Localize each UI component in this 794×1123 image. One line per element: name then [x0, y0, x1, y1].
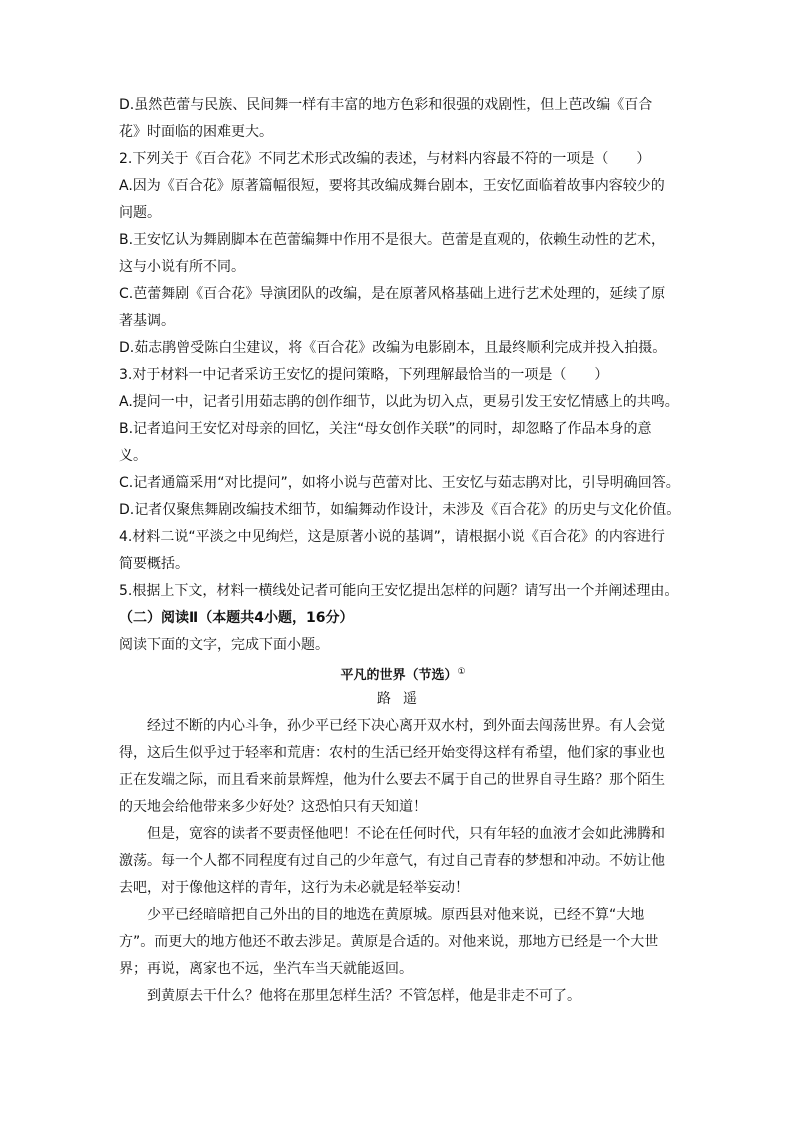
passage-title-text: 平凡的世界（节选）: [340, 668, 458, 683]
text-line: B.王安忆认为舞剧脚本在芭蕾编舞中作用不是很大。芭蕾是直观的，依赖生动性的艺术，: [119, 232, 666, 248]
document-page: [119, 92, 687, 1010]
instruction-text: 阅读下面的文字，完成下面小题。: [119, 637, 329, 653]
text-line: C.记者通篇采用“对比提问”，如将小说与芭蕾对比、王安忆与茹志鹃对比，引导明确回答。: [119, 475, 680, 491]
text-line: 5.根据上下文，材料一横线处记者可能向王安忆提出怎样的问题？请写出一个并阐述理由。: [119, 583, 679, 599]
passage-line: 少平已经暗暗把自己外出的目的地选在黄原城。原西县对他来说，已经不算“大地: [147, 907, 645, 923]
text-line: 著基调。: [119, 313, 175, 329]
passage-line: 经过不断的内心斗争，孙少平已经下决心离开双水村，到外面去闯荡世界。有人会觉: [147, 718, 665, 734]
passage-body: [119, 713, 687, 1010]
passage-line: 方”。而更大的地方他还不敢去涉足。黄原是合适的。对他来说，那地方已经是一个大世: [119, 934, 659, 950]
passage-line: 激荡。每一个人都不同程度有过自己的少年意气，有过自己青春的梦想和冲动。不妨让他: [119, 853, 665, 869]
passage-line: 去吧，对于像他这样的青年，这行为未必就是轻举妄动！: [119, 880, 469, 896]
text-line: B.记者追问王安忆对母亲的回忆，关注“母女创作关联”的同时，却忽略了作品本身的意: [119, 421, 652, 437]
text-line: A.因为《百合花》原著篇幅很短，要将其改编成舞台剧本，王安忆面临着故事内容较少的: [119, 178, 665, 194]
text-line: D.虽然芭蕾与民族、民间舞一样有丰富的地方色彩和很强的戏剧性，但上芭改编《百合: [119, 97, 653, 113]
text-line: A.提问一中，记者引用茹志鹃的创作细节，以此为切入点，更易引发王安忆情感上的共鸣。: [119, 394, 679, 410]
passage-line: 到黄原去干什么？他将在那里怎样生活？不管怎样，他是非走不可了。: [147, 988, 581, 1004]
text-line: 3.对于材料一中记者采访王安忆的提问策略，下列理解最恰当的一项是（ ）: [119, 367, 609, 383]
text-line: 义。: [119, 448, 147, 464]
passage-line: 得，这后生似乎过于轻率和荒唐：农村的生活已经开始变得这样有希望，他们家的事业也: [119, 745, 665, 761]
text-line: C.芭蕾舞剧《百合花》导演团队的改编，是在原著风格基础上进行艺术处理的，延续了原: [119, 286, 666, 302]
question-block: [119, 92, 687, 605]
passage-line: 界；再说，离家也不远，坐汽车当天就能返回。: [119, 961, 413, 977]
text-line: 花》时面临的困难更大。: [119, 124, 273, 140]
text-line: D.记者仅聚焦舞剧改编技术细节，如编舞动作设计，未涉及《百合花》的历史与文化价值。: [119, 502, 681, 518]
passage-line: 但是，宽容的读者不要责怪他吧！不论在任何时代，只有年轻的血液才会如此沸腾和: [147, 826, 665, 842]
text-line: 这与小说有所不同。: [119, 259, 245, 275]
text-line: 问题。: [119, 205, 161, 221]
text-line: 简要概括。: [119, 556, 189, 572]
text-line: 4.材料二说“平淡之中见绚烂，这是原著小说的基调”，请根据小说《百合花》的内容进行: [119, 529, 665, 545]
text-line: D.茹志鹃曾受陈白尘建议，将《百合花》改编为电影剧本，且最终顺利完成并投入拍摄。: [119, 340, 667, 356]
passage-author: 路遥: [377, 691, 429, 707]
section-heading: （二）阅读Ⅱ（本题共4小题，16分）: [119, 610, 354, 626]
passage-title: [119, 659, 687, 686]
footnote-marker: ①: [457, 667, 466, 677]
text-line: 2.下列关于《百合花》不同艺术形式改编的表述，与材料内容最不符的一项是（ ）: [119, 151, 651, 167]
passage-line: 的天地会给他带来多少好处？这恐怕只有天知道！: [119, 799, 427, 815]
passage-line: 正在发端之际，而且看来前景辉煌，他为什么要去不属于自己的世界自寻生路？那个陌生: [119, 772, 665, 788]
